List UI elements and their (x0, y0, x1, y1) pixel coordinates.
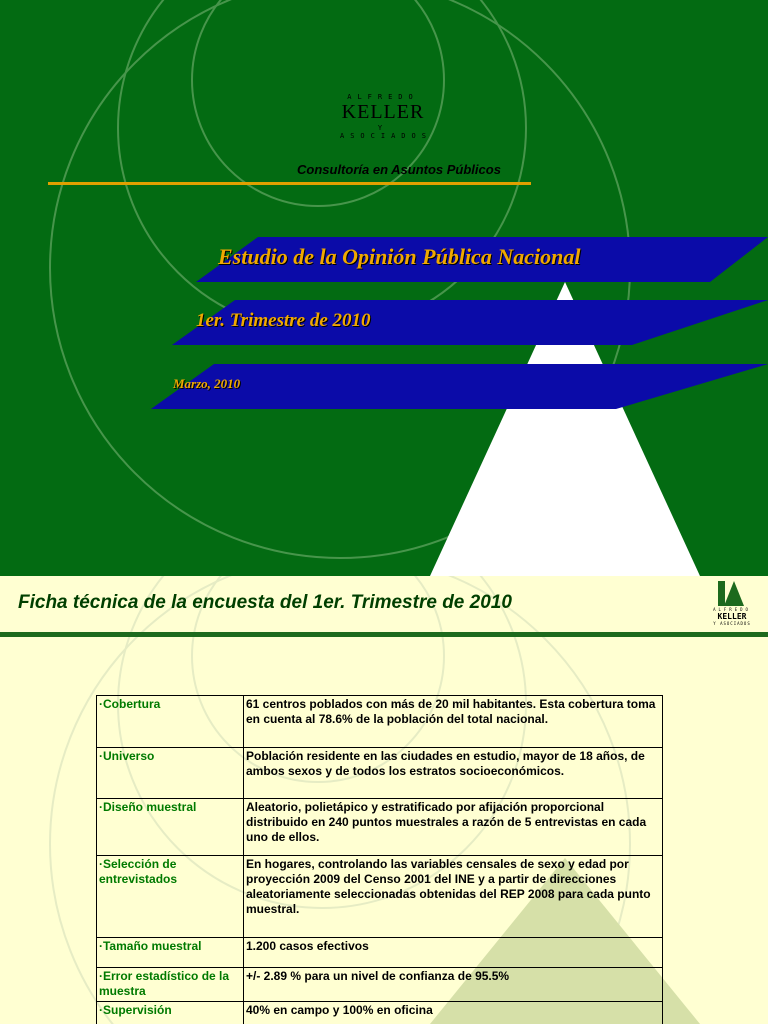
logo-name: KELLER (341, 101, 425, 123)
table-row (97, 856, 663, 938)
tagline: Consultoría en Asuntos Públicos (297, 162, 501, 177)
row-value: 61 centros poblados con más de 20 mil habitantes. Esta cobertura toma en cuenta al 78.6% de la población del total nacional. (244, 696, 663, 748)
row-label: ·Selección de entrevistados (97, 856, 244, 938)
sheet-title: Ficha técnica de la encuesta del 1er. Trimestre de 2010 (18, 592, 512, 613)
row-label: ·Supervisión (97, 1002, 244, 1024)
company-logo (340, 93, 432, 140)
divider-rule (48, 182, 531, 185)
company-logo-small (704, 579, 760, 629)
logo-bottom-line: Y ASOCIADOS (340, 124, 432, 140)
table-row (97, 748, 663, 799)
slide-subtitle: 1er. Trimestre de 2010 (196, 310, 371, 331)
row-label: ·Tamaño muestral (97, 938, 244, 968)
row-value: 1.200 casos efectivos (244, 938, 663, 968)
logo-bottom-line: Y ASOCIADOS (713, 621, 751, 626)
row-value: Aleatorio, polietápico y estratificado por afijación proporcional distribuido en 240 puntos muestrales a razón de 5 entrevistas en cada uno de ellos. (244, 799, 663, 856)
technical-sheet-table (96, 695, 663, 1024)
slide-title: Estudio de la Opinión Pública Nacional (218, 244, 581, 269)
table-row (97, 799, 663, 856)
logo-top-line: ALFREDO (347, 93, 419, 101)
logo-name: KELLER (717, 612, 747, 621)
header-bar (0, 632, 768, 637)
technical-sheet-slide (0, 576, 768, 1024)
logo-top-line: ALFREDO (713, 607, 751, 612)
table-row (97, 938, 663, 968)
row-label: ·Diseño muestral (97, 799, 244, 856)
row-value: 40% en campo y 100% en oficina (244, 1002, 663, 1024)
table-row (97, 1002, 663, 1024)
table-row (97, 696, 663, 748)
row-value: Población residente en las ciudades en estudio, mayor de 18 años, de ambos sexos y de todos los estratos socioeconómicos. (244, 748, 663, 799)
row-value: En hogares, controlando las variables censales de sexo y edad por proyección 2009 del Censo 2001 del INE y a partir de direcciones aleatoriamente seleccionadas obtenidas del REP 2008 para cada punto muestral. (244, 856, 663, 938)
row-label: ·Cobertura (97, 696, 244, 748)
row-label: ·Error estadístico de la muestra (97, 968, 244, 1002)
table-row (97, 968, 663, 1002)
row-value: +/- 2.89 % para un nivel de confianza de 95.5% (244, 968, 663, 1002)
logo-mark-icon (704, 579, 760, 607)
row-label: ·Universo (97, 748, 244, 799)
date-banner (151, 364, 768, 409)
slide-date: Marzo, 2010 (173, 376, 241, 391)
